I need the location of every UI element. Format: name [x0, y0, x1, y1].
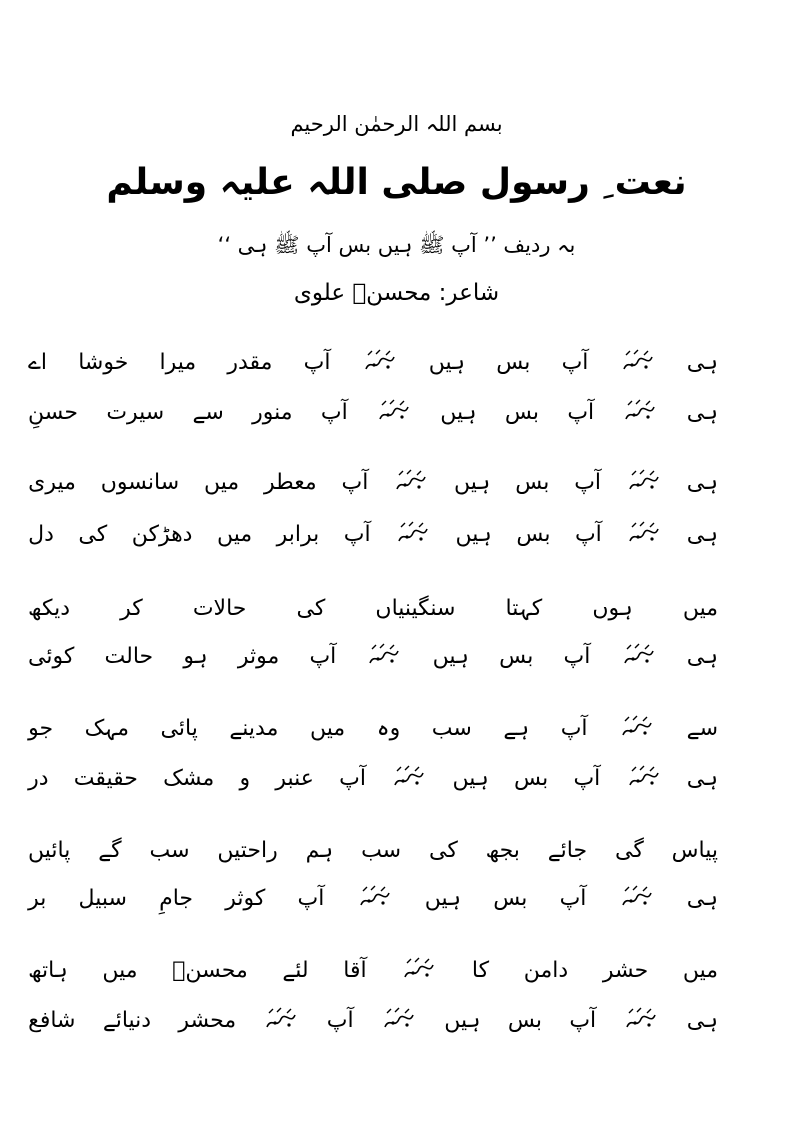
verse-word: دیکھ — [28, 595, 71, 621]
verse-word: ہے — [503, 715, 530, 741]
verse-word: کی — [428, 837, 458, 863]
verse-word: آپ — [303, 349, 331, 375]
verse-word: کی — [296, 595, 326, 621]
verse-word: حقیقت — [73, 765, 138, 791]
verse-word: ہی — [686, 643, 718, 669]
salawat-calligraphy-icon — [623, 1007, 659, 1033]
verse-word: جامِ — [159, 885, 194, 911]
verse-word: کر — [120, 595, 143, 621]
verse-line — [28, 342, 718, 382]
verse-word: بس — [507, 1007, 542, 1033]
salawat-calligraphy-icon — [626, 469, 662, 495]
verse-word: سب — [361, 837, 402, 863]
salawat-calligraphy-icon — [619, 885, 655, 911]
verse-word: بس — [499, 643, 534, 669]
salawat-calligraphy-icon — [391, 765, 427, 791]
verse-word: میں — [682, 957, 718, 983]
verse-word: آپ — [573, 765, 601, 791]
verse-word: آپ — [341, 469, 369, 495]
verse-word: آپ — [574, 521, 602, 547]
salawat-calligraphy-icon — [626, 765, 662, 791]
verse-word: حشر — [602, 957, 649, 983]
verse-word: گی — [614, 837, 644, 863]
verse-line — [28, 514, 718, 554]
verse-word: کوئی — [28, 643, 75, 669]
verse-word: محسنؔ — [172, 957, 248, 983]
verse-word: برابر — [276, 521, 320, 547]
verse-word: منور — [252, 399, 293, 425]
verse-line — [28, 636, 718, 676]
verse-word: میں — [102, 957, 138, 983]
verse-word: ہیں — [424, 885, 462, 911]
salawat-calligraphy-icon — [401, 957, 437, 983]
verse-word: آقا — [343, 957, 367, 983]
verse-word: ہوں — [592, 595, 633, 621]
verse-line — [28, 708, 718, 748]
verse-word: آپ — [559, 885, 587, 911]
poet-name: شاعر: محسنؔ علوی — [293, 280, 500, 306]
verse-word: وہ — [376, 715, 401, 741]
verse-word: ہم — [305, 837, 334, 863]
salawat-calligraphy-icon — [366, 643, 402, 669]
verse-word: ہی — [686, 1007, 718, 1033]
bismillah-heading: بسم اللہ الرحمٰن الرحیم — [290, 112, 503, 136]
verse-word: مہک — [84, 715, 129, 741]
verse-word: میں — [309, 715, 346, 741]
verse-word: شافع — [28, 1007, 76, 1033]
verse-word: آپ — [561, 349, 589, 375]
verse-word: دنیائے — [102, 1007, 152, 1033]
verse-word: سب — [431, 715, 472, 741]
verse-word: سنگینیاں — [375, 595, 456, 621]
verse-word: دھڑکن — [131, 521, 193, 547]
verse-word: ہیں — [452, 765, 489, 791]
verse-word: ہو — [183, 643, 208, 669]
verse-word: ہیں — [440, 399, 477, 425]
verse-line — [28, 462, 718, 502]
verse-word: گے — [98, 837, 122, 863]
verse-word: پائی — [160, 715, 198, 741]
verse-word: پائیں — [28, 837, 71, 863]
verse-line — [28, 830, 718, 870]
verse-word: سیرت — [106, 399, 165, 425]
verse-word: خوشا — [78, 349, 129, 375]
verse-word: آپ — [339, 765, 366, 791]
verse-line — [28, 758, 718, 798]
verse-word: آپ — [343, 521, 371, 547]
verse-word: بس — [504, 399, 540, 425]
verse-word: سبیل — [78, 885, 127, 911]
verse-word: ہیں — [455, 521, 492, 547]
verse-word: میں — [204, 469, 240, 495]
verse-word: سب — [149, 837, 190, 863]
verse-word: ہی — [686, 521, 718, 547]
verse-word: بس — [493, 885, 528, 911]
verse-word: ہی — [686, 469, 718, 495]
verse-word: سانسوں — [100, 469, 180, 495]
verse-word: دل — [28, 521, 54, 547]
verse-word: ہی — [686, 399, 718, 425]
verse-word: مشک — [163, 765, 215, 791]
verse-word: راحتیں — [217, 837, 278, 863]
verse-word: سے — [192, 399, 224, 425]
verse-word: ہیں — [432, 643, 469, 669]
verse-word: جو — [28, 715, 54, 741]
verse-word: ہیں — [428, 349, 466, 375]
verse-word: بس — [515, 469, 550, 495]
verse-word: ہیں — [444, 1007, 481, 1033]
verse-word: آپ — [567, 399, 595, 425]
verse-word: میرا — [159, 349, 197, 375]
verse-word: میں — [682, 595, 718, 621]
verse-word: آپ — [563, 643, 591, 669]
verse-word: حالت — [104, 643, 154, 669]
verse-word: آپ — [297, 885, 325, 911]
verse-line — [28, 588, 718, 628]
verse-word: و — [239, 765, 251, 791]
verse-word: ہی — [686, 349, 718, 375]
verse-word: آپ — [560, 715, 588, 741]
verse-word: محشر — [178, 1007, 237, 1033]
verse-word: کوثر — [225, 885, 266, 911]
verse-word: بس — [496, 349, 531, 375]
verse-word: کہتا — [505, 595, 543, 621]
verse-word: ہی — [686, 765, 718, 791]
verse-word: بس — [514, 765, 549, 791]
verse-word: دامن — [523, 957, 569, 983]
verse-word: آپ — [309, 643, 337, 669]
verse-line — [28, 950, 718, 990]
verse-word: جائے — [547, 837, 588, 863]
verse-word: حالات — [192, 595, 247, 621]
salawat-calligraphy-icon — [619, 715, 655, 741]
salawat-calligraphy-icon — [622, 399, 658, 425]
verse-word: عنبر — [275, 765, 314, 791]
verse-word: اے — [28, 349, 48, 375]
verse-word: ہیں — [454, 469, 491, 495]
verse-word: آپ — [569, 1007, 597, 1033]
salawat-calligraphy-icon — [376, 399, 412, 425]
verse-word: مقدر — [227, 349, 273, 375]
verse-word: حسنِ — [28, 399, 79, 425]
salawat-calligraphy-icon — [362, 349, 398, 375]
salawat-calligraphy-icon — [620, 349, 656, 375]
verse-word: کی — [78, 521, 108, 547]
radif-subtitle: بہ ردیف ’’ آپ ﷺ ہیں بس آپ ﷺ ہی ‘‘ — [217, 233, 576, 257]
verse-word: کا — [471, 957, 490, 983]
verse-line — [28, 878, 718, 918]
verse-word: آپ — [320, 399, 348, 425]
verse-word: ہاتھ — [28, 957, 68, 983]
salawat-calligraphy-icon — [357, 885, 393, 911]
verse-word: معطر — [264, 469, 317, 495]
verse-word: ہی — [686, 885, 718, 911]
verse-word: بس — [516, 521, 551, 547]
salawat-calligraphy-icon — [626, 521, 662, 547]
verse-word: میں — [216, 521, 253, 547]
salawat-calligraphy-icon — [621, 643, 657, 669]
verse-word: بجھ — [485, 837, 520, 863]
verse-word: پیاس — [671, 837, 718, 863]
salawat-calligraphy-icon — [395, 521, 431, 547]
salawat-calligraphy-icon — [263, 1007, 299, 1033]
verse-word: در — [28, 765, 49, 791]
verse-word: میری — [28, 469, 76, 495]
verse-line — [28, 392, 718, 432]
verse-word: موثر — [237, 643, 280, 669]
page-title: نعت ِ رسول صلی اللہ علیہ وسلم — [106, 162, 687, 203]
salawat-calligraphy-icon — [393, 469, 429, 495]
verse-word: مدینے — [229, 715, 279, 741]
verse-word: آپ — [574, 469, 602, 495]
verse-word: بر — [28, 885, 47, 911]
salawat-calligraphy-icon — [381, 1007, 417, 1033]
verse-word: آپ — [326, 1007, 354, 1033]
verse-word: سے — [686, 715, 718, 741]
verse-line — [28, 1000, 718, 1040]
verse-word: لئے — [282, 957, 309, 983]
